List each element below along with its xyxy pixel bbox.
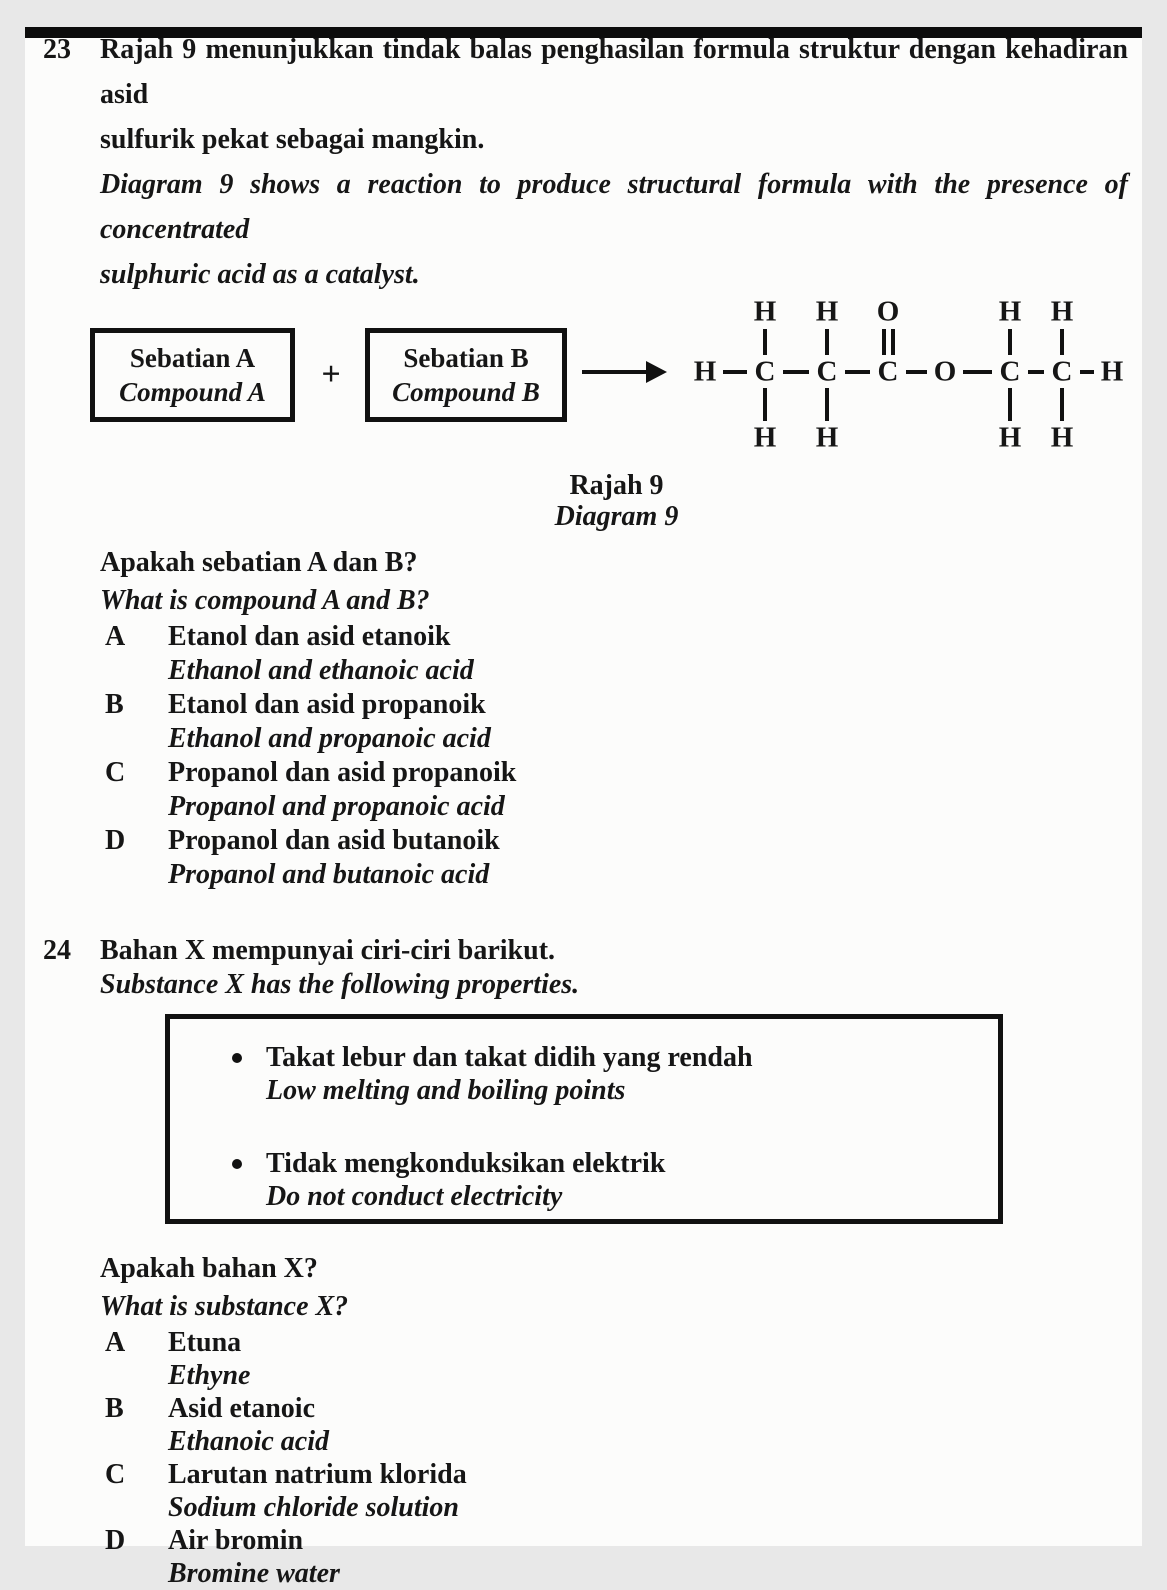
atom-H: H bbox=[1050, 295, 1074, 328]
bond bbox=[906, 370, 927, 374]
bond bbox=[1060, 329, 1064, 355]
property-item bbox=[170, 1147, 998, 1213]
compound-a-label-ms: Sebatian A bbox=[129, 343, 256, 373]
option-row bbox=[25, 620, 1142, 688]
property-text-ms: Takat lebur dan takat didih yang rendah bbox=[266, 1042, 753, 1073]
bullet-icon bbox=[232, 1159, 242, 1169]
diagram-9 bbox=[25, 285, 1142, 460]
caption-rajah: Rajah 9 bbox=[569, 470, 664, 501]
q23-text-ms-line1: Rajah 9 menunjukkan tindak balas penghasilan formula struktur dengan kehadiran asid bbox=[100, 34, 1128, 110]
bond bbox=[963, 370, 992, 374]
option-text-ms: Etanol dan asid propanoik bbox=[168, 689, 486, 720]
compound-b-label-en: Compound B bbox=[392, 377, 540, 407]
option-letter: D bbox=[105, 1525, 126, 1556]
option-text-en: Ethanoic acid bbox=[168, 1426, 330, 1457]
option-text-ms: Etuna bbox=[168, 1327, 242, 1358]
question-23-text bbox=[100, 27, 1128, 297]
atom-O: O bbox=[876, 295, 900, 328]
option-letter: A bbox=[105, 621, 126, 652]
bond bbox=[723, 370, 747, 374]
atom-H: H bbox=[1100, 355, 1124, 388]
bond bbox=[845, 370, 870, 374]
bond bbox=[891, 329, 895, 355]
q23-question-en: What is compound A and B? bbox=[100, 585, 430, 616]
option-text-en: Sodium chloride solution bbox=[168, 1492, 459, 1523]
option-text-ms: Larutan natrium klorida bbox=[168, 1459, 467, 1490]
option-letter: C bbox=[105, 1459, 126, 1490]
property-text-en: Low melting and boiling points bbox=[266, 1075, 626, 1106]
properties-box bbox=[165, 1014, 1003, 1224]
option-text-en: Propanol and propanoic acid bbox=[168, 791, 505, 822]
q23-text-en-line2: sulphuric acid as a catalyst. bbox=[100, 259, 420, 290]
bond bbox=[1008, 388, 1012, 421]
bond bbox=[1080, 370, 1094, 374]
atom-C: C bbox=[754, 355, 776, 388]
q24-question bbox=[100, 1250, 1142, 1326]
option-letter: D bbox=[105, 825, 126, 856]
atom-C: C bbox=[816, 355, 838, 388]
bond bbox=[825, 388, 829, 421]
molecule bbox=[25, 285, 1142, 460]
option-text-ms: Air bromin bbox=[168, 1525, 304, 1556]
atom-H: H bbox=[998, 421, 1022, 454]
atom-H: H bbox=[1050, 421, 1074, 454]
option-row bbox=[25, 1458, 1142, 1524]
q23-text-ms-line2: sulfurik pekat sebagai mangkin. bbox=[100, 124, 485, 155]
exam-page bbox=[25, 27, 1142, 1589]
q23-question bbox=[100, 544, 1142, 620]
question-24 bbox=[25, 934, 1142, 1002]
compound-a-label-en: Compound A bbox=[119, 377, 266, 407]
figure-caption bbox=[58, 470, 1167, 532]
atom-O: O bbox=[933, 355, 957, 388]
plus-sign: + bbox=[321, 356, 341, 393]
option-letter: C bbox=[105, 757, 126, 788]
option-text-en: Ethanol and propanoic acid bbox=[168, 723, 491, 754]
atom-H: H bbox=[815, 295, 839, 328]
caption-diagram: Diagram 9 bbox=[554, 501, 679, 532]
atom-H: H bbox=[753, 421, 777, 454]
bond bbox=[763, 388, 767, 421]
bond bbox=[1060, 388, 1064, 421]
q24-text-en: Substance X has the following properties. bbox=[100, 969, 580, 1000]
atom-C: C bbox=[1051, 355, 1073, 388]
q24-options bbox=[25, 1326, 1142, 1590]
bond bbox=[1028, 370, 1044, 374]
q24-text-ms: Bahan X mempunyai ciri-ciri barikut. bbox=[100, 935, 556, 966]
atom-C: C bbox=[877, 355, 899, 388]
q24-question-ms: Apakah bahan X? bbox=[100, 1253, 318, 1284]
option-text-en: Bromine water bbox=[168, 1558, 340, 1589]
bond bbox=[783, 370, 809, 374]
option-row bbox=[25, 688, 1142, 756]
option-text-ms: Asid etanoic bbox=[168, 1393, 315, 1424]
q23-options bbox=[25, 620, 1142, 892]
property-text-en: Do not conduct electricity bbox=[266, 1181, 563, 1212]
option-row bbox=[25, 1524, 1142, 1590]
option-row bbox=[25, 824, 1142, 892]
bond bbox=[882, 329, 886, 355]
option-text-en: Ethyne bbox=[168, 1360, 251, 1391]
option-letter: B bbox=[105, 1393, 124, 1424]
property-item bbox=[170, 1041, 998, 1107]
option-text-ms: Propanol dan asid butanoik bbox=[168, 825, 500, 856]
bond bbox=[763, 329, 767, 355]
bond bbox=[825, 329, 829, 355]
option-row bbox=[25, 1326, 1142, 1392]
atom-C: C bbox=[999, 355, 1021, 388]
option-text-ms: Etanol dan asid etanoik bbox=[168, 621, 451, 652]
option-row bbox=[25, 756, 1142, 824]
atom-H: H bbox=[693, 355, 717, 388]
q23-text-en-line1: Diagram 9 shows a reaction to produce structural formula with the presence of concentrated bbox=[100, 169, 1128, 245]
q24-question-en: What is substance X? bbox=[100, 1291, 349, 1322]
atom-H: H bbox=[753, 295, 777, 328]
atom-H: H bbox=[998, 295, 1022, 328]
option-text-en: Ethanol and ethanoic acid bbox=[168, 655, 474, 686]
question-23-number: 23 bbox=[43, 34, 71, 65]
atom-H: H bbox=[815, 421, 839, 454]
option-letter: A bbox=[105, 1327, 126, 1358]
bond bbox=[1008, 329, 1012, 355]
option-letter: B bbox=[105, 689, 124, 720]
option-text-en: Propanol and butanoic acid bbox=[168, 859, 490, 890]
q23-question-ms: Apakah sebatian A dan B? bbox=[100, 547, 418, 578]
question-23 bbox=[25, 27, 1142, 297]
question-24-text bbox=[100, 934, 1128, 1002]
compound-b-label-ms: Sebatian B bbox=[403, 343, 529, 373]
option-row bbox=[25, 1392, 1142, 1458]
question-24-number: 24 bbox=[43, 935, 71, 966]
bullet-icon bbox=[232, 1053, 242, 1063]
property-text-ms: Tidak mengkonduksikan elektrik bbox=[266, 1148, 666, 1179]
option-text-ms: Propanol dan asid propanoik bbox=[168, 757, 517, 788]
